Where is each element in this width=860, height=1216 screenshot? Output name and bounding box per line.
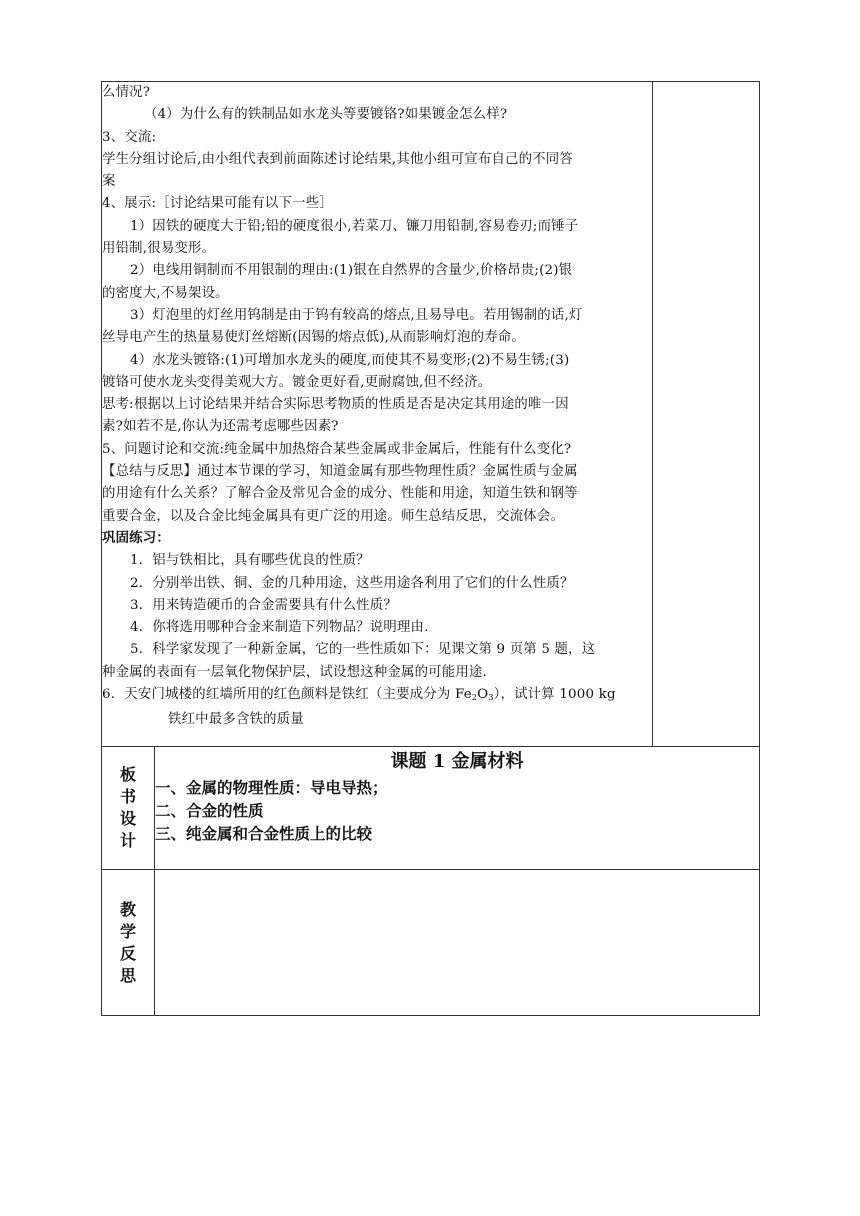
- exercise-item: 1．铝与铁相比，具有哪些优良的性质？: [130, 553, 370, 569]
- label-char: 思: [119, 965, 136, 985]
- text-line: 5、问题讨论和交流:纯金属中加热熔合某些金属或非金属后，性能有什么变化?: [102, 441, 572, 457]
- board-design-row: [102, 747, 760, 870]
- text-line: 铁红中最多含铁的质量: [168, 712, 304, 728]
- text-line: 案: [102, 174, 116, 190]
- text-line: 素?如若不是,你认为还需考虑哪些因素?: [102, 419, 339, 435]
- reflection-row: [102, 870, 760, 1016]
- text-line: 【总结与反思】通过本节课的学习，知道金属有那些物理性质？金属性质与金属: [102, 464, 578, 480]
- text-line: 种金属的表面有一层氧化物保护层，试设想这种金属的可能用途.: [102, 664, 487, 680]
- board-item: 一、金属的物理性质：导电导热；: [155, 779, 388, 797]
- board-item: 三、纯金属和合金性质上的比较: [155, 825, 373, 843]
- text-line: 3、交流:: [102, 129, 157, 145]
- text-line: 4、展示:［讨论结果可能有以下一些］: [102, 196, 333, 212]
- text-line: 的用途有什么关系？了解合金及常见合金的成分、性能和用途，知道生铁和钢等: [102, 486, 578, 502]
- text-line: 丝导电产生的热量易使灯丝熔断(因锡的熔点低),从而影响灯泡的寿命。: [102, 330, 526, 346]
- text-span: ），试计算 1000 kg: [493, 687, 616, 703]
- teaching-process-cell: [102, 82, 653, 747]
- text-line: （4）为什么有的铁制品如水龙头等要镀铬?如果镀金怎么样?: [144, 107, 508, 123]
- exercise-item: [102, 684, 652, 709]
- board-title: 课题 1 金属材料: [390, 751, 524, 772]
- text-line: 3）灯泡里的灯丝用钨制是由于钨有较高的熔点,且易导电。若用锡制的话,灯: [130, 307, 583, 323]
- exercise-heading: 巩固练习：: [102, 530, 170, 546]
- exercise-item: 4．你将选用哪种合金来制造下列物品？说明理由.: [130, 620, 429, 636]
- label-char: 设: [119, 809, 136, 828]
- board-design-label: [102, 747, 155, 870]
- teaching-process-row: [102, 82, 760, 747]
- text-span: O: [477, 687, 489, 703]
- text-span: 6．天安门城楼的红墙所用的红色颜料是铁红（主要成分为 Fe: [102, 687, 472, 703]
- text-line: 2）电线用铜制而不用银制的理由:(1)银在自然界的含量少,价格昂贵;(2)银: [130, 263, 573, 279]
- exercise-item: 2．分别举出铁、铜、金的几种用途，这些用途各利用了它们的什么性质？: [130, 575, 574, 591]
- text-line: 思考:根据以上讨论结果并结合实际思考物质的性质是否是决定其用途的唯一因: [102, 397, 569, 413]
- exercise-item: 3．用来铸造硬币的合金需要具有什么性质？: [130, 597, 397, 613]
- board-item: 二、合金的性质: [155, 802, 264, 820]
- text-line: 镀铬可使水龙头变得美观大方。镀金更好看,更耐腐蚀,但不经济。: [102, 374, 492, 390]
- label-char: 书: [119, 787, 136, 806]
- label-char: 计: [119, 831, 136, 850]
- text-line: 么情况?: [102, 85, 151, 100]
- lesson-plan-table: [101, 81, 760, 1016]
- text-line: 用铅制,很易变形。: [102, 241, 216, 257]
- side-notes-cell: [653, 82, 760, 747]
- label-char: 板: [119, 765, 136, 784]
- reflection-content: [155, 870, 760, 1016]
- subscript: 2: [471, 693, 478, 703]
- exercise-item: 5．科学家发现了一种新金属，它的一些性质如下：见课文第 9 页第 5 题，这: [130, 642, 596, 658]
- text-line: 4）水龙头镀铬:(1)可增加水龙头的硬度,而使其不易变形;(2)不易生锈;(3): [130, 352, 570, 368]
- text-line: 重要合金，以及合金比纯金属具有更广泛的用途。师生总结反思，交流体会。: [102, 508, 565, 524]
- label-char: 反: [119, 943, 136, 963]
- label-char: 教: [119, 899, 136, 919]
- board-design-content: [155, 747, 760, 870]
- subscript: 3: [488, 693, 494, 703]
- text-line: 1）因铁的硬度大于铅;铅的硬度很小,若菜刀、镰刀用铅制,容易卷刃;而锤子: [130, 218, 579, 234]
- text-line: 学生分组讨论后,由小组代表到前面陈述讨论结果,其他小组可宣布自己的不同答: [102, 151, 573, 167]
- text-line: 的密度大,不易架设。: [102, 285, 229, 301]
- label-char: 学: [119, 921, 136, 941]
- reflection-label: [102, 870, 155, 1016]
